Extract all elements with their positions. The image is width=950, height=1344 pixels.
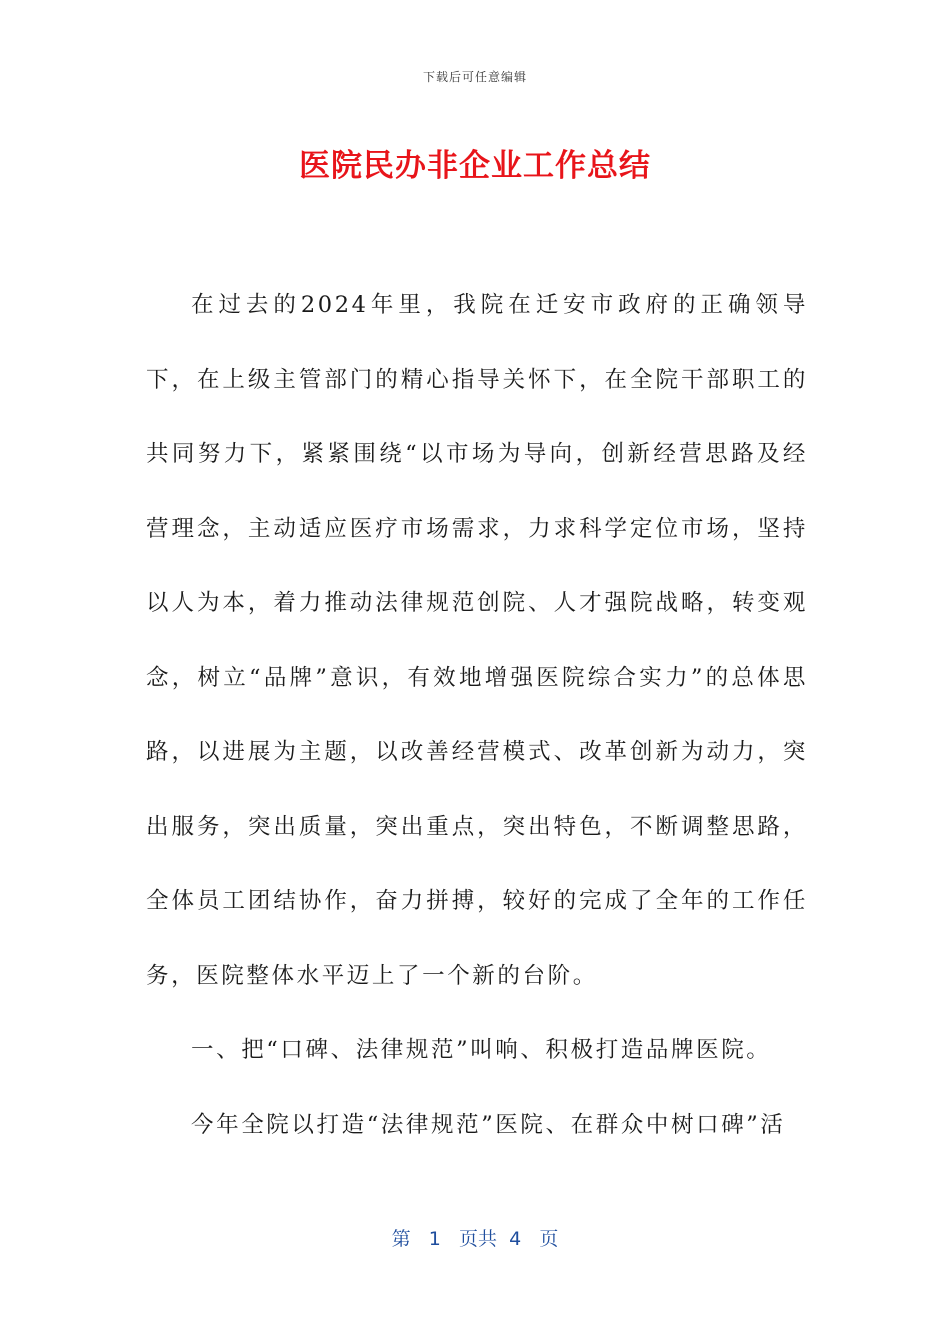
footer-suffix: 页 xyxy=(539,1228,559,1250)
footer-prefix: 第 xyxy=(391,1228,411,1250)
paragraph-section-body: 今年全院以打造“法律规范”医院、在群众中树口碑”活 xyxy=(191,1111,786,1138)
paragraph-section-heading: 一、把“口碑、法律规范”叫响、积极打造品牌医院。 xyxy=(191,1037,772,1063)
document-body xyxy=(146,268,808,1162)
footer-total-pages: 4 xyxy=(509,1228,522,1250)
page-footer xyxy=(0,1224,950,1251)
document-title: 医院民办非企业工作总结 xyxy=(299,148,651,184)
paragraph-intro: 在过去的2024年里，我院在迁安市政府的正确领导下，在上级主管部门的精心指导关怀下，在全院干部职工的共同努力下，紧紧围绕“以市场为导向，创新经营思路及经营理念，主动适应医疗市场需求，力求科学定位市场，坚持以人为本，着力推动法律规范创院、人才强院战略，转变观念，树立“品牌”意识，有效地增强医院综合实力”的总体思路，以进展为主题，以改善经营模式、改革创新为动力，突出服务，突出质量，突出重点，突出特色，不断调整思路，全体员工团结协作，奋力拼搏，较好的完成了全年的工作任务，医院整体水平迈上了一个新的台阶。 xyxy=(146,292,808,989)
footer-current-page: 1 xyxy=(428,1228,441,1250)
footer-middle: 页共 xyxy=(459,1228,498,1250)
header-note: 下载后可任意编辑 xyxy=(422,70,527,84)
